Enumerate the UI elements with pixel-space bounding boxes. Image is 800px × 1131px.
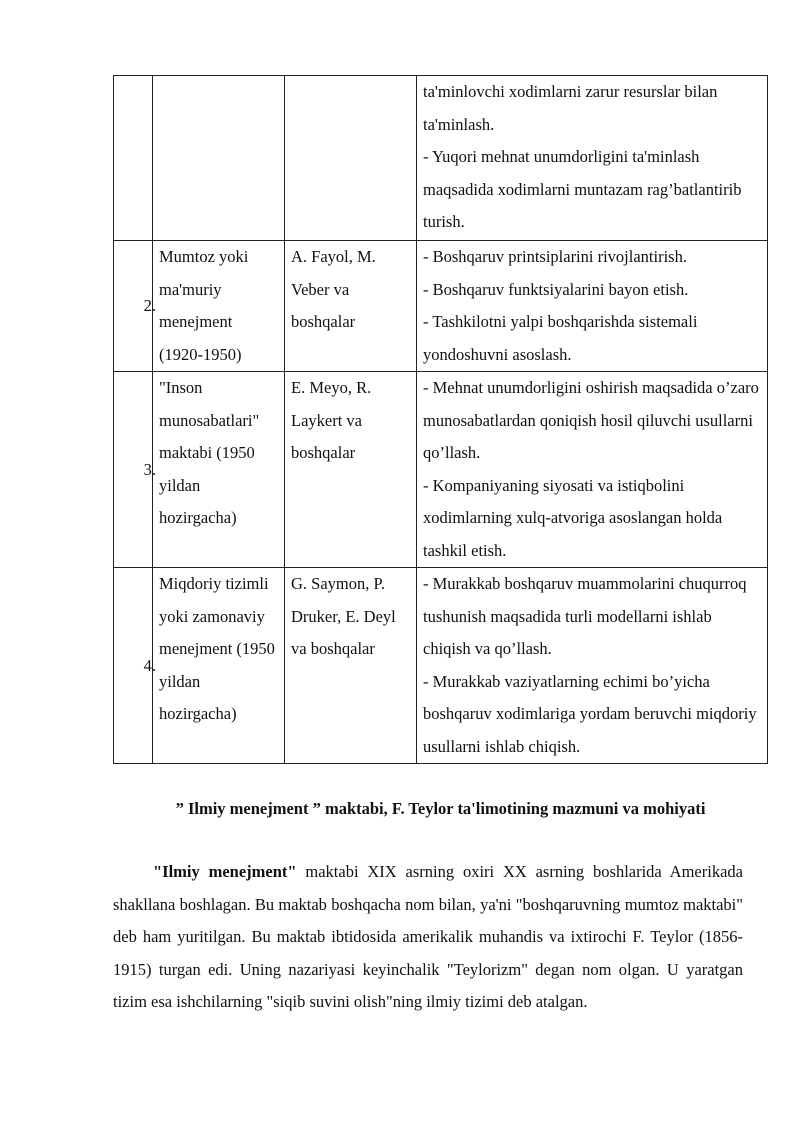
table-row: [114, 372, 768, 568]
management-schools-table: [113, 75, 768, 764]
paragraph-text: maktabi XIX asrning oxiri XX asrning boshlarida Amerikada shakllana boshlagan. Bu maktab boshqacha nom bilan, ya'ni "boshqaruvning mumtoz maktabi" deb ham yuritilgan. Bu maktab ibtidosida amerikalik muhandis va ixtirochi F. Teylor (1856-1915) turgan edi. Uning nazariyasi keyinchalik "Teylorizm" degan nom olgan. U yaratgan tizim esa ishchilarning "siqib suvini olish"ning ilmiy tizimi deb atalgan.: [113, 862, 743, 1011]
paragraph-lead-term: "Ilmiy menejment": [153, 862, 297, 881]
school-authors: A. Fayol, M. Veber va boshqalar: [285, 241, 417, 372]
school-description: - Mehnat unumdorligini oshirish maqsadida o’zaro munosabatlardan qoniqish hosil qiluvchi usullarni qo’llash. - Kompaniyaning siyosati va istiqbolini xodimlarning xulq-atvoriga asoslangan holda tashkil etish.: [417, 372, 768, 568]
school-name: Mumtoz yoki ma'muriy menejment (1920-1950): [153, 241, 285, 372]
school-name: [153, 76, 285, 241]
school-authors: [285, 76, 417, 241]
school-description: - Murakkab boshqaruv muammolarini chuqurroq tushunish maqsadida turli modellarni ishlab chiqish va qo’llash. - Murakkab vaziyatlarning echimi bo’yicha boshqaruv xodimlariga yordam beruvchi miqdoriy usullarni ishlab chiqish.: [417, 568, 768, 764]
table-row: [114, 76, 768, 241]
table-row: [114, 568, 768, 764]
section-heading: ” Ilmiy menejment ” maktabi, F. Teylor ta'limotining mazmuni va mohiyati: [175, 799, 706, 818]
row-number: 4.: [114, 568, 153, 764]
table-row: [114, 241, 768, 372]
school-description: ta'minlovchi xodimlarni zarur resurslar bilan ta'minlash. - Yuqori mehnat unumdorligini ta'minlash maqsadida xodimlarni muntazam rag’batlantirib turish.: [417, 76, 768, 241]
school-description: - Boshqaruv printsiplarini rivojlantirish. - Boshqaruv funktsiyalarini bayon etish. - Tashkilotni yalpi boshqarishda sistemali yondoshuvni asoslash.: [417, 241, 768, 372]
row-number: 3.: [114, 372, 153, 568]
body-paragraph: [113, 856, 743, 1019]
row-number: [114, 76, 153, 241]
school-authors: G. Saymon, P. Druker, E. Deyl va boshqalar: [285, 568, 417, 764]
row-number: 2.: [114, 241, 153, 372]
school-name: "Inson munosabatlari" maktabi (1950 yildan hozirgacha): [153, 372, 285, 568]
school-name: Miqdoriy tizimli yoki zamonaviy menejment (1950 yildan hozirgacha): [153, 568, 285, 764]
school-authors: E. Meyo, R. Laykert va boshqalar: [285, 372, 417, 568]
